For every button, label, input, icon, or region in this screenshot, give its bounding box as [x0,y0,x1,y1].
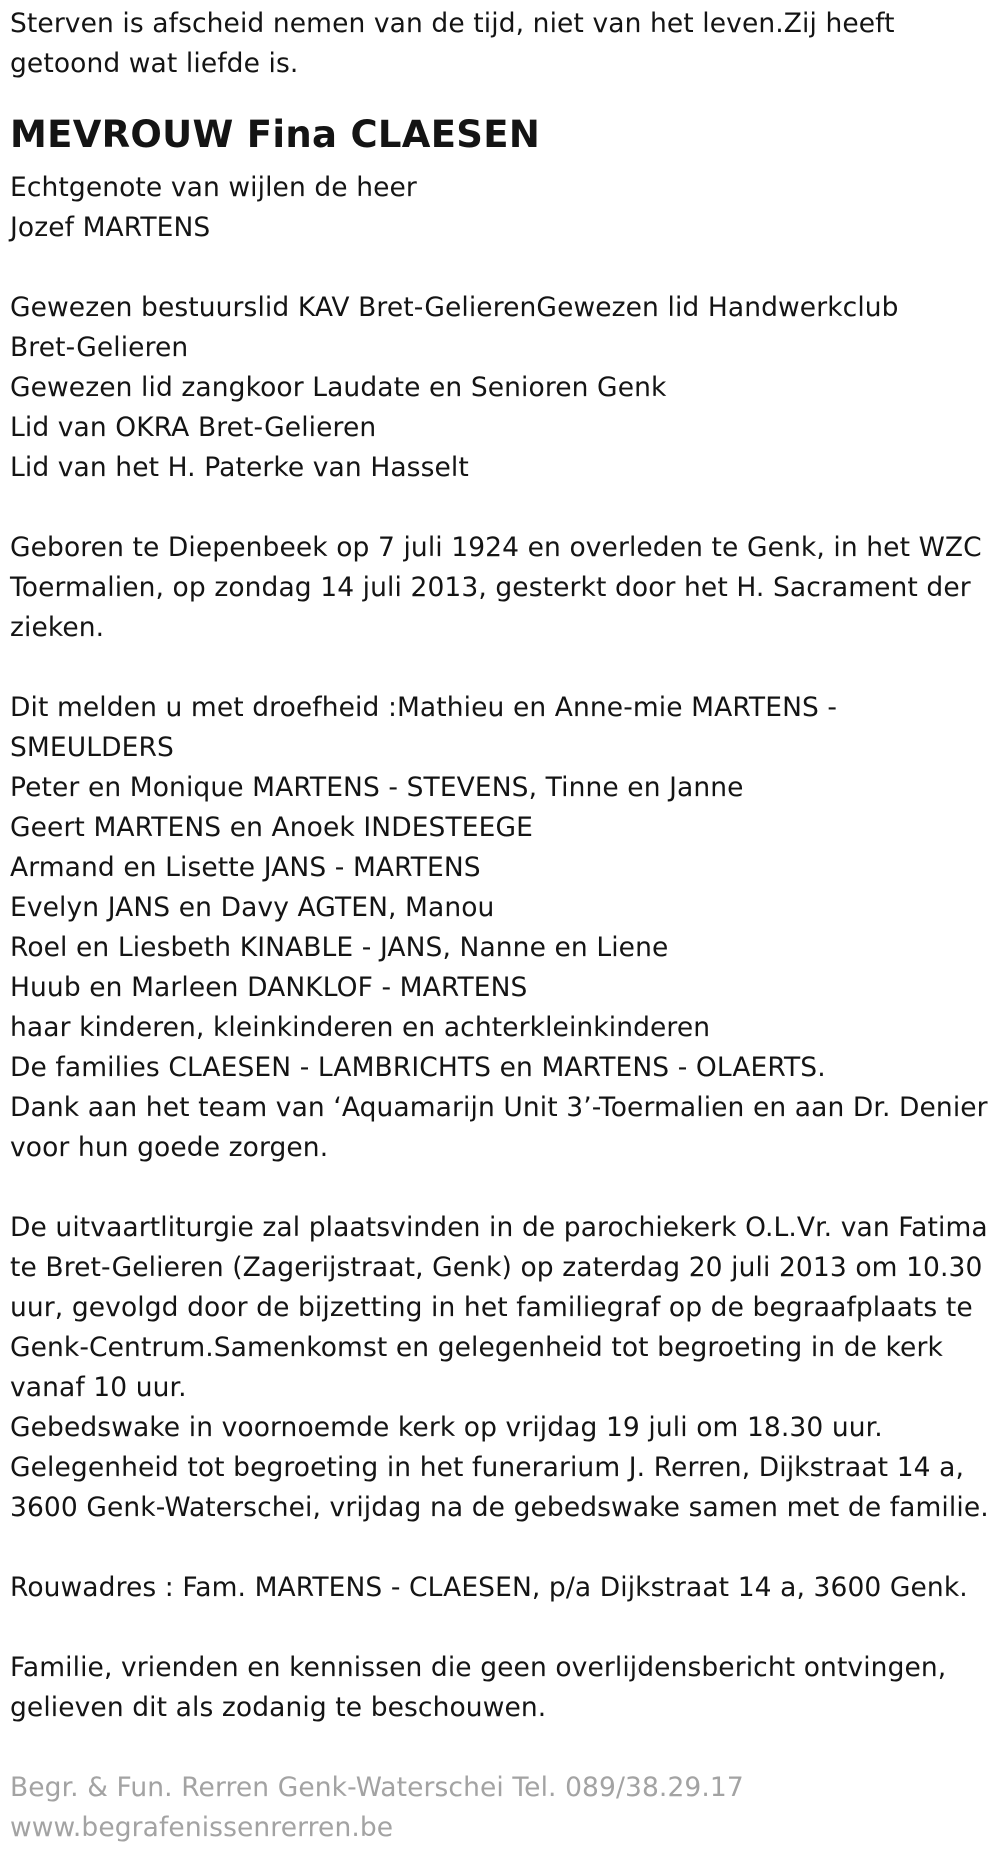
spacer [10,1528,990,1568]
funeral-details [10,1208,990,1528]
funeral-line: Genk-Centrum.Samenkomst en gelegenheid tot begroeting in de kerk [10,1332,943,1363]
announcement-line: voor hun goede zorgen. [10,1132,329,1163]
birth-death-info [10,528,990,648]
funeral-line: te Bret-Gelieren (Zagerijstraat, Genk) op zaterdag 20 juli 2013 om 10.30 [10,1252,983,1283]
announcement-line: haar kinderen, kleinkinderen en achterkleinkinderen [10,1012,711,1043]
announcement-line: SMEULDERS [10,732,174,763]
announcement-line: Evelyn JANS en Davy AGTEN, Manou [10,892,495,923]
motto-line: getoond wat liefde is. [10,48,299,79]
funeral-line: Gebedswake in voornoemde kerk op vrijdag 19 juli om 18.30 uur. [10,1412,883,1443]
funeral-line: 3600 Genk-Waterschei, vrijdag na de gebedswake samen met de familie. [10,1492,989,1523]
membership-line: Bret-Gelieren [10,332,189,363]
birth-death-line: zieken. [10,612,105,643]
spacer [10,1608,990,1648]
announcement-line: Dank aan het team van ‘Aquamarijn Unit 3’-Toermalien en aan Dr. Denier [10,1092,988,1123]
spacer [10,1168,990,1208]
membership-line: Lid van het H. Paterke van Hasselt [10,452,469,483]
announcement-line: De families CLAESEN - LAMBRICHTS en MARTENS - OLAERTS. [10,1052,826,1083]
spouse-info [10,168,990,248]
funeral-line: De uitvaartliturgie zal plaatsvinden in de parochiekerk O.L.Vr. van Fatima [10,1212,988,1243]
notice-line: gelieven dit als zodanig te beschouwen. [10,1692,547,1723]
spacer [10,648,990,688]
notice [10,1648,990,1728]
funeral-home-info: Begr. & Fun. Rerren Genk-Waterschei Tel. 089/38.29.17 [10,1772,744,1803]
family-announcement [10,688,990,1168]
membership-line: Lid van OKRA Bret-Gelieren [10,412,377,443]
spouse-line: Echtgenote van wijlen de heer [10,172,417,203]
birth-death-line: Geboren te Diepenbeek op 7 juli 1924 en overleden te Genk, in het WZC [10,532,982,563]
motto [10,4,990,84]
announcement-line: Peter en Monique MARTENS - STEVENS, Tinne en Janne [10,772,744,803]
funeral-line: Gelegenheid tot begroeting in het funerarium J. Rerren, Dijkstraat 14 a, [10,1452,965,1483]
funeral-line: vanaf 10 uur. [10,1372,187,1403]
spacer [10,248,990,288]
announcement-line: Dit melden u met droefheid :Mathieu en Anne-mie MARTENS - [10,692,838,723]
announcement-line: Roel en Liesbeth KINABLE - JANS, Nanne en Liene [10,932,669,963]
membership-line: Gewezen bestuurslid KAV Bret-GelierenGewezen lid Handwerkclub [10,292,899,323]
memberships [10,288,990,488]
website-link[interactable]: www.begrafenissenrerren.be [10,1812,394,1843]
motto-line: Sterven is afscheid nemen van de tijd, niet van het leven.Zij heeft [10,8,895,39]
birth-death-line: Toermalien, op zondag 14 juli 2013, gesterkt door het H. Sacrament der [10,572,971,603]
notice-line: Familie, vrienden en kennissen die geen overlijdensbericht ontvingen, [10,1652,947,1683]
funeral-line: uur, gevolgd door de bijzetting in het familiegraf op de begraafplaats te [10,1292,973,1323]
mourning-address: Rouwadres : Fam. MARTENS - CLAESEN, p/a Dijkstraat 14 a, 3600 Genk. [10,1572,968,1603]
footer [10,1768,990,1848]
spacer [10,1728,990,1768]
announcement-line: Geert MARTENS en Anoek INDESTEEGE [10,812,533,843]
announcement-line: Armand en Lisette JANS - MARTENS [10,852,481,883]
spacer [10,488,990,528]
deceased-name: MEVROUW Fina CLAESEN [10,113,541,156]
spouse-line: Jozef MARTENS [10,212,211,243]
membership-line: Gewezen lid zangkoor Laudate en Senioren Genk [10,372,667,403]
announcement-line: Huub en Marleen DANKLOF - MARTENS [10,972,528,1003]
